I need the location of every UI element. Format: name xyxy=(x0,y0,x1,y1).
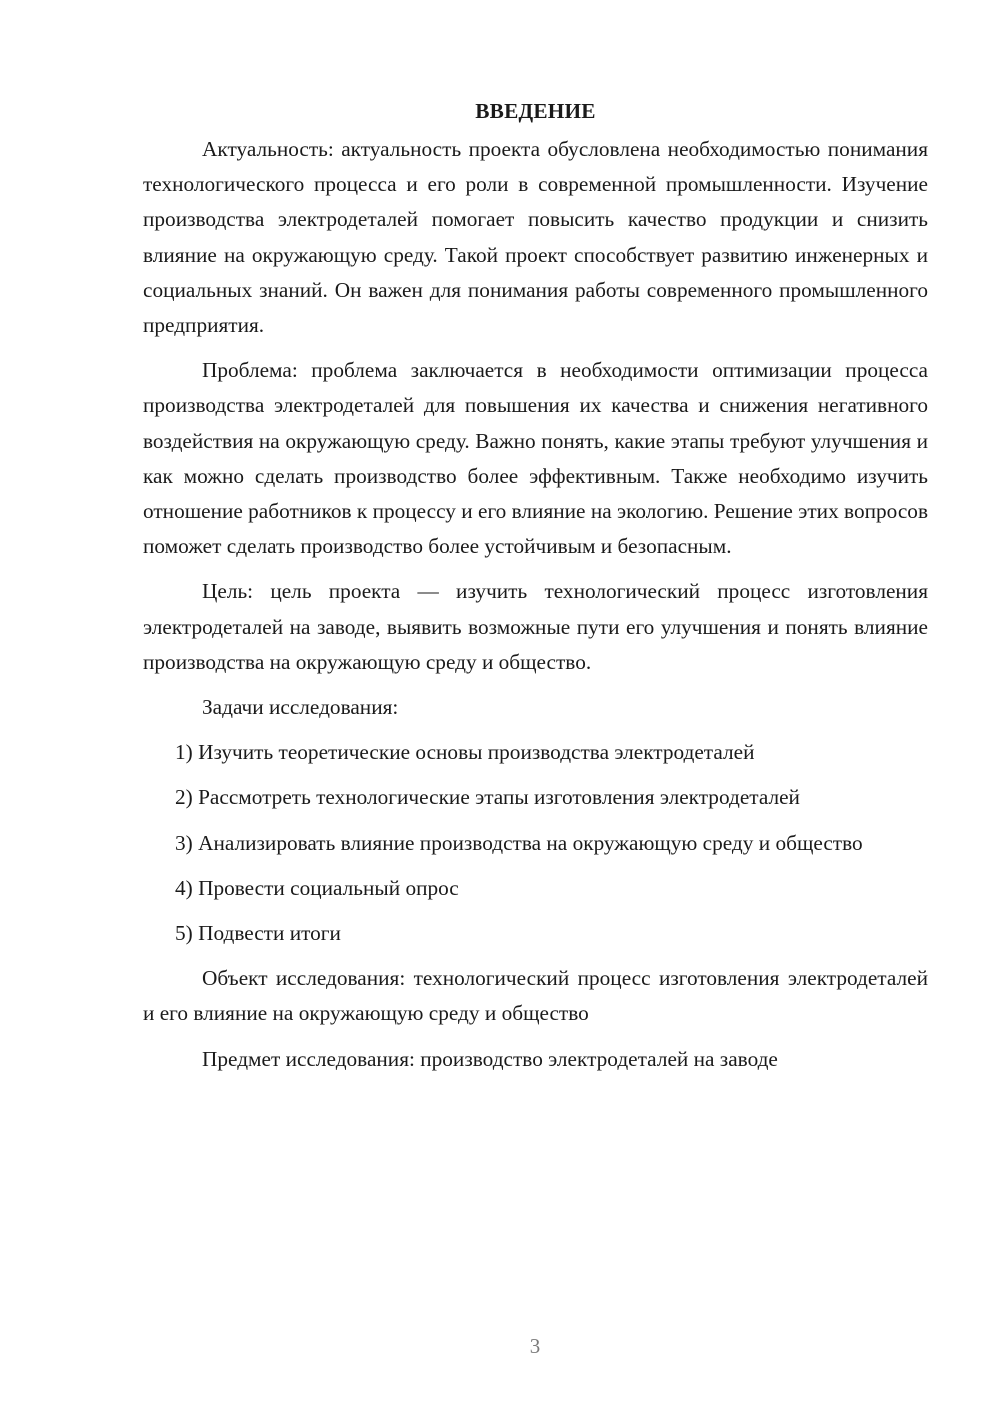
tasks-heading: Задачи исследования: xyxy=(202,695,399,720)
task-item-1: 1) Изучить теоретические основы производства электродеталей xyxy=(175,740,755,765)
subject-paragraph: Предмет исследования: производство электродеталей на заводе xyxy=(202,1046,778,1071)
task-item-4: 4) Провести социальный опрос xyxy=(175,875,459,900)
task-item-3: 3) Анализировать влияние производства на окружающую среду и общество xyxy=(175,830,863,855)
page-number: 3 xyxy=(529,1334,541,1358)
relevance-paragraph: Актуальность: актуальность проекта обусловлена необходимостью понимания технологического процесса и его роли в современной промышленности. Изучение производства электродеталей помогает повысить качество продукции и снизить влияние на окружающую среду. Такой проект способствует развитию инженерных и социальных знаний. Он важен для понимания работы современного промышленного предприятия. xyxy=(143,137,928,338)
task-item-5: 5) Подвести итоги xyxy=(175,921,341,946)
page-content xyxy=(143,96,928,1087)
section-title: ВВЕДЕНИЕ xyxy=(475,99,596,123)
goal-paragraph: Цель: цель проекта — изучить технологический процесс изготовления электродеталей на заводе, выявить возможные пути его улучшения и понять влияние производства на окружающую среду и общество. xyxy=(143,579,928,674)
object-paragraph: Объект исследования: технологический процесс изготовления электродеталей и его влияние на окружающую среду и общество xyxy=(143,966,928,1026)
problem-paragraph: Проблема: проблема заключается в необходимости оптимизации процесса производства электродеталей для повышения их качества и снижения негативного воздействия на окружающую среду. Важно понять, какие этапы требуют улучшения и как можно сделать производство более эффективным. Также необходимо изучить отношение работников к процессу и его влияние на экологию. Решение этих вопросов поможет сделать производство более устойчивым и безопасным. xyxy=(143,358,928,559)
task-item-2: 2) Рассмотреть технологические этапы изготовления электродеталей xyxy=(175,785,800,810)
